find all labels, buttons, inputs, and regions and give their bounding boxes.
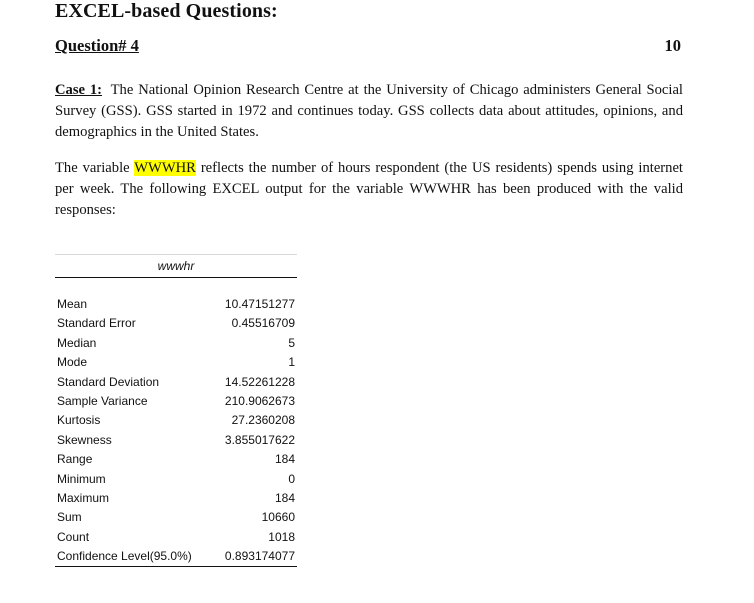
stats-value: 0.893174077 [224, 549, 295, 564]
variable-highlight: WWWHR [134, 160, 196, 176]
stats-value: 3.855017622 [224, 432, 295, 447]
stats-value: 184 [274, 490, 295, 505]
stats-table-row [55, 450, 297, 469]
stats-value: 210.9062673 [224, 393, 295, 408]
stats-label: Confidence Level(95.0%) [57, 549, 192, 564]
stats-value: 0.45516709 [231, 316, 295, 331]
section-heading: EXCEL-based Questions: [55, 0, 278, 22]
stats-table-row [55, 411, 297, 430]
stats-label: Mode [57, 355, 88, 370]
variable-prefix: The variable [55, 160, 135, 176]
stats-table-row [55, 334, 297, 353]
stats-table-row [55, 470, 297, 489]
stats-label: Maximum [57, 490, 110, 505]
stats-table-row [55, 353, 297, 372]
stats-table-spacer [55, 278, 297, 295]
stats-label: Standard Deviation [57, 374, 160, 389]
question-header [55, 36, 681, 58]
stats-table-row [55, 547, 297, 567]
stats-table-row [55, 373, 297, 392]
stats-value: 184 [274, 452, 295, 467]
stats-table-body [55, 295, 297, 567]
stats-table-row [55, 295, 297, 314]
stats-table-row [55, 528, 297, 547]
stats-table-row [55, 392, 297, 411]
variable-paragraph [55, 158, 683, 221]
stats-value: 1018 [268, 529, 295, 544]
stats-label: Sum [57, 510, 82, 525]
stats-label: Count [57, 529, 90, 544]
stats-value: 10.47151277 [224, 297, 295, 311]
question-title: Question# 4 [55, 36, 139, 55]
stats-table-header: wwwhr [55, 254, 297, 278]
stats-label: Kurtosis [57, 413, 101, 428]
case-label: Case 1: [55, 82, 103, 98]
case-text: The National Opinion Research Centre at the University of Chicago administers General Social Survey (GSS). GSS started in 1972 and continues today. GSS collects data about attitudes, opinions, and demographics in the United States. [55, 82, 683, 140]
stats-table-row [55, 431, 297, 450]
stats-table-row [55, 489, 297, 508]
stats-label: Minimum [57, 471, 106, 486]
stats-table-row [55, 508, 297, 527]
excel-stats-table [55, 254, 297, 567]
variable-suffix: reflects the number of hours respondent (the US residents) spends using internet per week. The following EXCEL output for the variable WWWHR has been produced with the valid responses: [55, 160, 683, 218]
stats-label: Skewness [57, 432, 112, 447]
case-paragraph [55, 80, 683, 143]
stats-value: 27.2360208 [231, 413, 295, 428]
stats-value: 5 [288, 335, 295, 350]
stats-label: Sample Variance [57, 393, 148, 408]
stats-value: 1 [288, 355, 295, 370]
stats-value: 0 [288, 471, 295, 486]
stats-value: 14.52261228 [224, 374, 295, 389]
stats-label: Mean [57, 297, 88, 311]
stats-table-row [55, 314, 297, 333]
stats-label: Range [57, 452, 93, 467]
stats-value: 10660 [261, 510, 295, 525]
stats-label: Standard Error [57, 316, 136, 331]
question-marks: 10 [664, 36, 681, 55]
stats-label: Median [57, 335, 97, 350]
